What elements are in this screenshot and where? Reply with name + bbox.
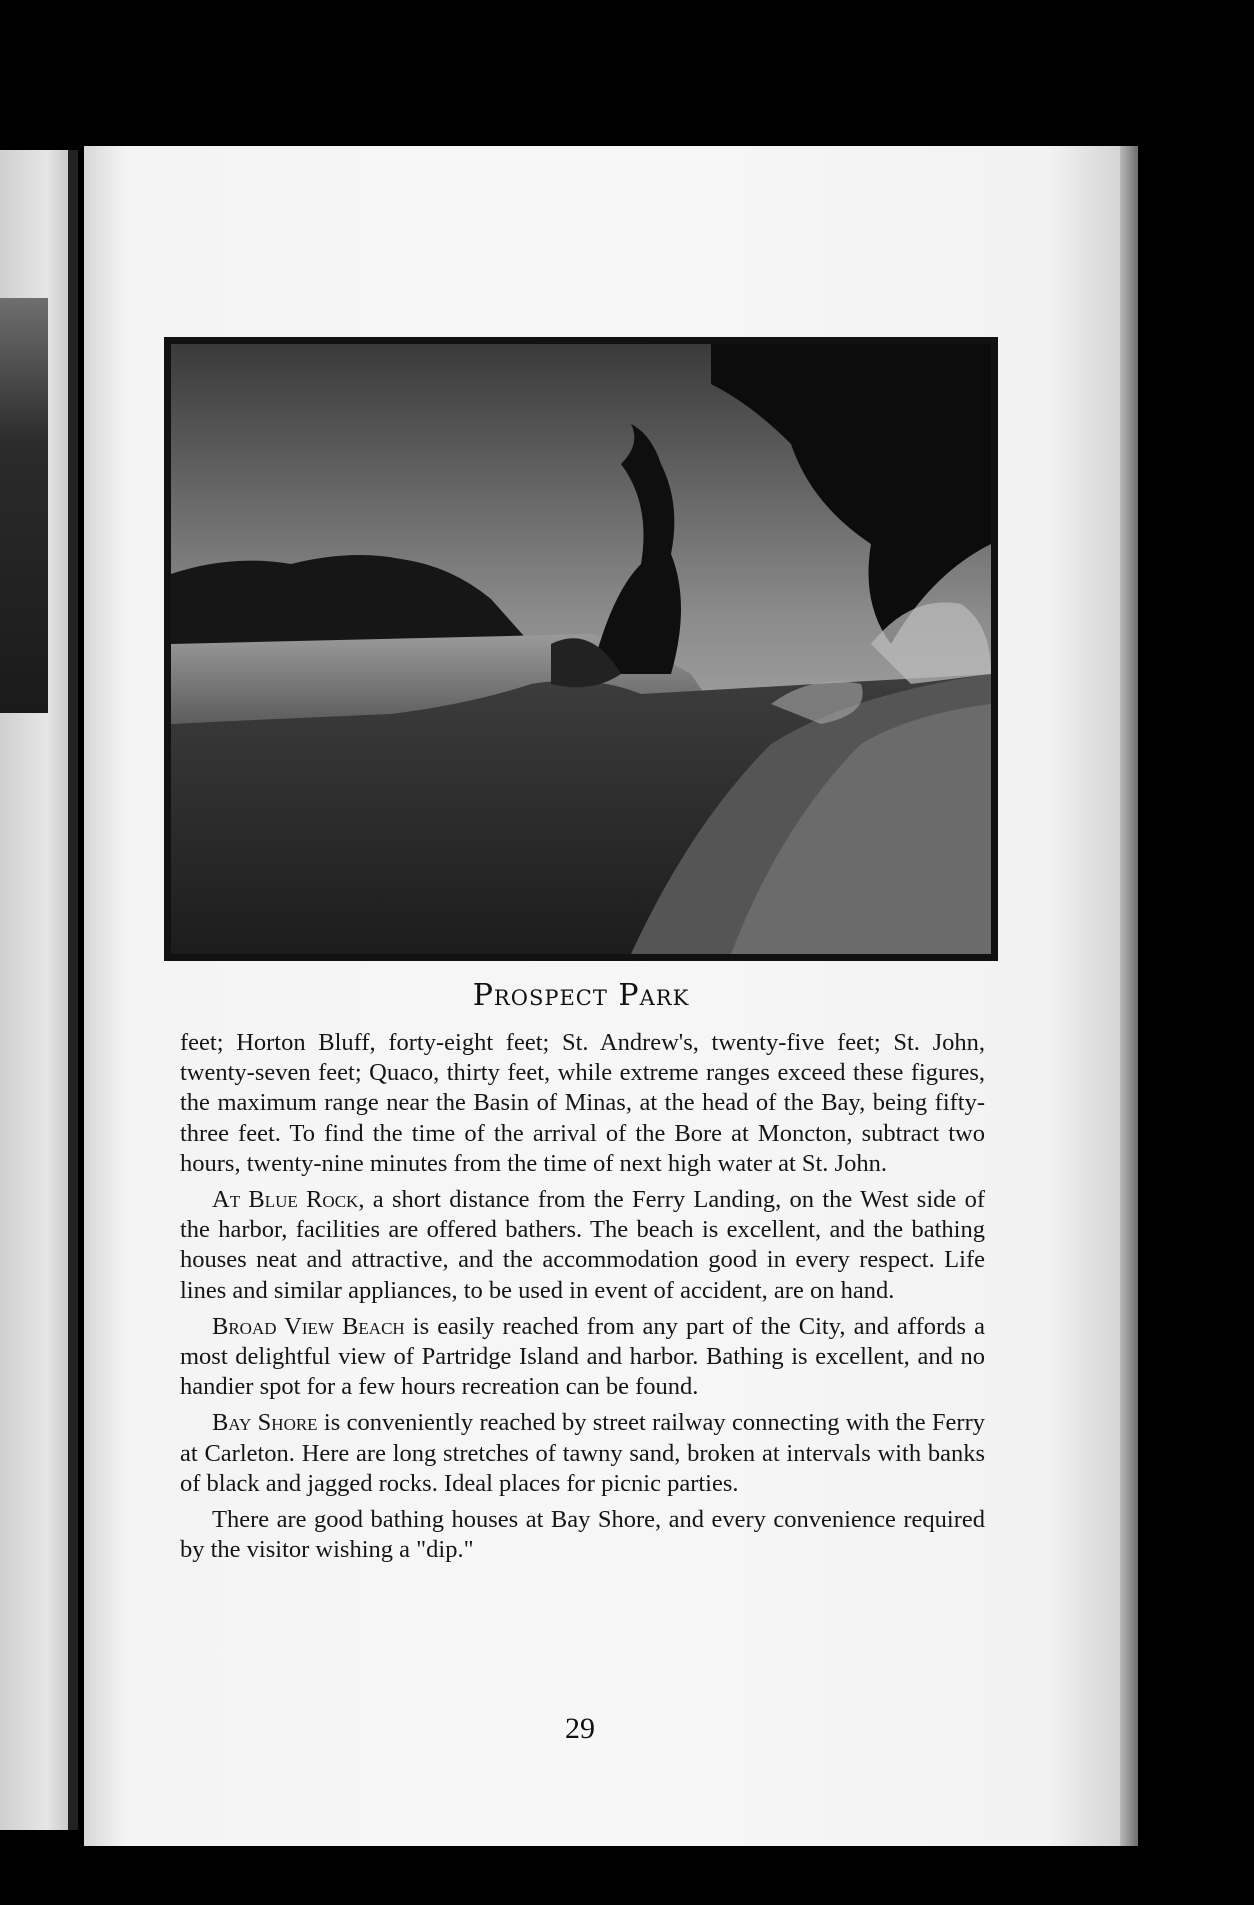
paragraph-text: is conveniently reached by street railway connecting with the Ferry at Carleton. Here are long stretches of tawny sand, broken at intervals with banks of black and jagged rocks. Ideal places for picnic parties.: [180, 1409, 985, 1497]
paragraph-lead: Bay Shore: [212, 1409, 318, 1437]
paragraph-lead: At Blue Rock,: [212, 1186, 365, 1214]
paragraph-tide-ranges: [180, 1028, 985, 1179]
paragraph-text: is easily reached from any part of the City, and affords a most delightful view of Partridge Island and harbor. Bathing is excellent, and no handier spot for a few hours recreation can be found.: [180, 1312, 985, 1401]
prospect-park-photo: [164, 337, 998, 961]
body-text: [180, 1028, 985, 1571]
paragraph-bathing-houses: [180, 1505, 985, 1565]
facing-page-photo-fragment: [0, 298, 48, 713]
page-right-edge: [1120, 146, 1138, 1846]
paragraph-bay-shore: [180, 1408, 985, 1499]
paragraph-lead: Broad View Beach: [212, 1312, 405, 1340]
landscape-photo-image: [171, 344, 991, 954]
paragraph-text: feet; Horton Bluff, forty-eight feet; St. Andrew's, twenty-five feet; St. John, twenty-seven feet; Quaco, thirty feet, while extreme ranges exceed these figures, the maximum range near the Basin of Minas, at the head of the Bay, being fifty-three feet. To find the time of the arrival of the Bore at Moncton, subtract two hours, twenty-nine minutes from the time of next high water at St. John.: [180, 1029, 985, 1177]
paragraph-text: a short distance from the Ferry Landing, on the West side of the harbor, facilities are offered bathers. The beach is excellent, and the bathing houses neat and attractive, and the accommodation good in every respect. Life lines and similar appliances, to be used in event of accident, are on hand.: [180, 1186, 985, 1304]
paragraph-blue-rock: [180, 1185, 985, 1306]
page-number: 29: [565, 1712, 595, 1745]
book-gutter: [68, 150, 78, 1830]
photo-caption: Prospect Park: [472, 978, 690, 1013]
facing-page-edge: [0, 150, 78, 1830]
paragraph-broad-view-beach: [180, 1312, 985, 1403]
paragraph-text: There are good bathing houses at Bay Shore, and every convenience required by the visitor wishing a "dip.": [180, 1506, 985, 1564]
